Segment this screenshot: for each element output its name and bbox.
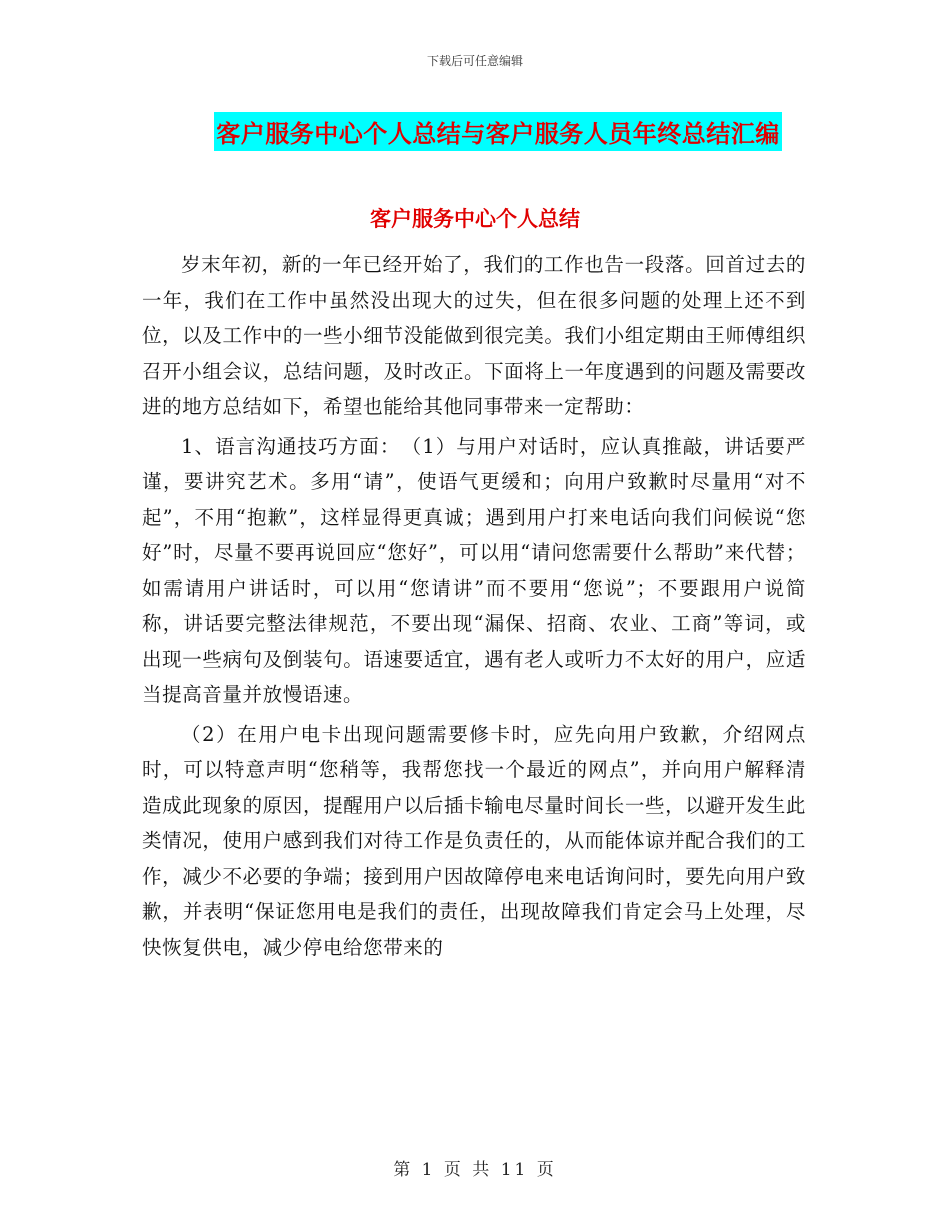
page-footer: 第 1 页 共 11 页 xyxy=(393,1160,557,1180)
paragraph-intro: 岁末年初，新的一年已经开始了，我们的工作也告一段落。回首过去的一年，我们在工作中虽然没出现大的过失，但在很多问题的处理上还不到位，以及工作中的一些小细节没能做到很完美。我们小组定期由王师傅组织召开小组会议，总结问题，及时改正。下面将上一年度遇到的问题及需要改进的地方总结如下，希望也能给其他同事带来一定帮助： xyxy=(142,253,806,418)
document-body xyxy=(142,247,806,965)
header-note: 下载后可任意编辑 xyxy=(426,54,523,68)
document-title-container xyxy=(0,112,950,151)
paragraph-language-skills: 1、语言沟通技巧方面： （1）与用户对话时，应认真推敲，讲话要严谨，要讲究艺术。多用“请”，使语气更缓和；向用户致歉时尽量用“对不起”，不用“抱歉”，这样显得更真诚；遇到用户打来电话向我们问候说“您好”时，尽量不要再说回应“您好”，可以用“请问您需要什么帮助”来代替；如需请用户讲话时，可以用“您请讲”而不要用“您说”；不要跟用户说简称，讲话要完整法律规范，不要出现“漏保、招商、农业、工商”等词，或出现一些病句及倒装句。语速要适宜，遇有老人或听力不太好的用户，应适当提高音量并放慢语速。 xyxy=(142,434,806,706)
section-title: 客户服务中心个人总结 xyxy=(370,207,580,231)
document-title: 客户服务中心个人总结与客户服务人员年终总结汇编 xyxy=(214,112,782,151)
paragraph-card-repair: （2）在用户电卡出现问题需要修卡时，应先向用户致歉，介绍网点时，可以特意声明“您稍等，我帮您找一个最近的网点”，并向用户解释清造成此现象的原因，提醒用户以后插卡输电尽量时间长一些，以避开发生此类情况，使用户感到我们对待工作是负责任的，从而能体谅并配合我们的工作，减少不必要的争端；接到用户因故障停电来电话询问时，要先向用户致歉，并表明“保证您用电是我们的责任，出现故障我们肯定会马上处理，尽快恢复供电，减少停电给您带来的 xyxy=(142,722,806,959)
